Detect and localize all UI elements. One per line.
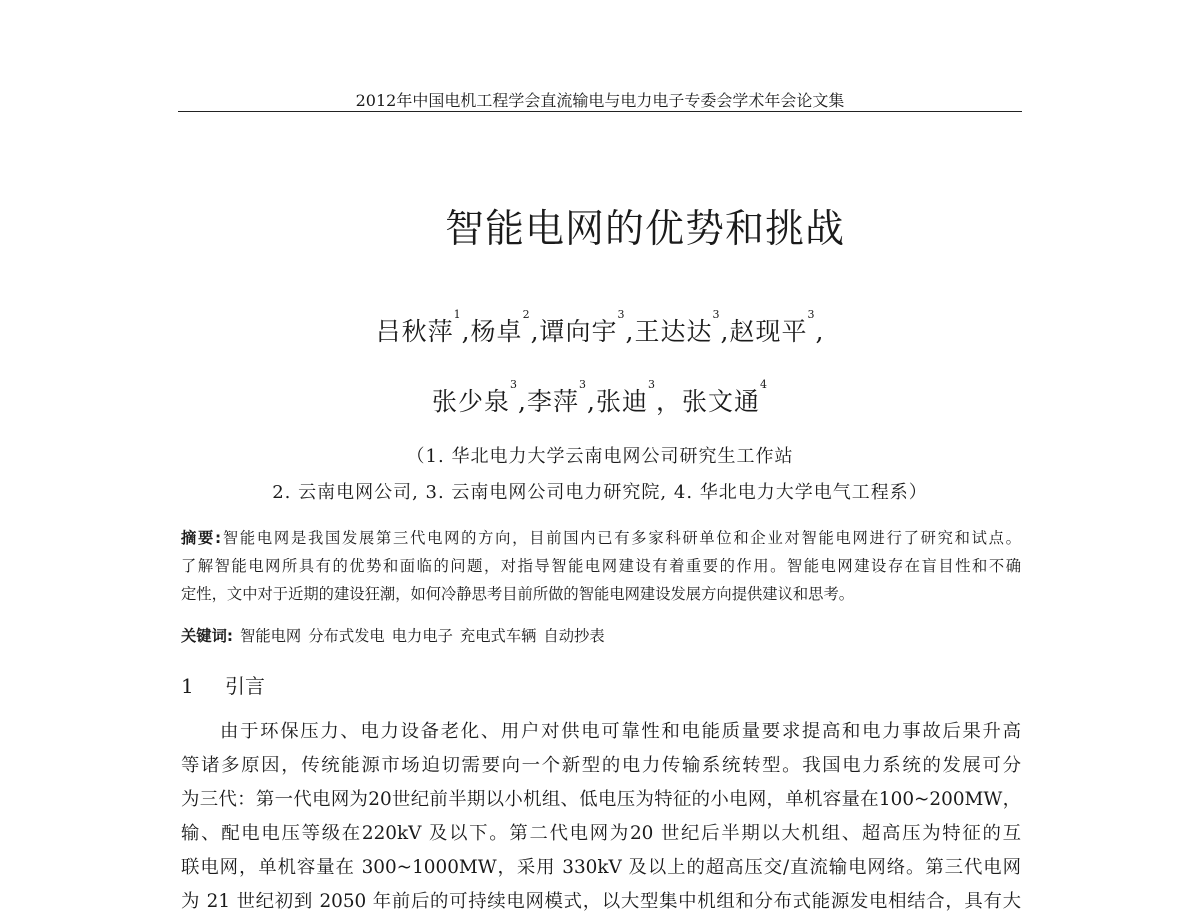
keywords [181,624,605,646]
affiliation-marker: 3 [807,308,816,321]
author-separator: , [530,317,540,346]
affiliation-line: 2. 云南电网公司, 3. 云南电网公司电力研究院, 4. 华北电力大学电气工程系） [272,482,928,503]
author-list-line-2 [0,378,1200,418]
author-name: 谭向宇 [539,317,618,346]
body-line: 为三代：第一代电网为20世纪前半期以小机组、低电压为特征的小电网，单机容量在100~200MW， [181,789,1021,810]
affiliation-marker: 4 [759,378,768,391]
affiliation-marker: 1 [453,308,462,321]
author-separator: , [815,317,825,346]
author-name: 吕秋萍 [375,317,454,346]
abstract-line: 定性，文中对于近期的建设狂潮，如何冷静思考目前所做的智能电网建设发展方向提供建议和思考。 [181,585,855,603]
body-line: 由于环保压力、电力设备老化、用户对供电可靠性和电能质量要求提高和电力事故后果升高 [220,721,1021,742]
affiliation-marker: 2 [522,308,531,321]
keyword: 自动抄表 [543,627,605,645]
section-title: 引言 [225,674,265,698]
author-list-line-1 [0,308,1200,348]
author-separator: , [625,317,635,346]
keywords-label: 关键词: [181,627,234,645]
running-header: 2012年中国电机工程学会直流输电与电力电子专委会学术年会论文集 [355,91,845,110]
section-number: 1 [181,674,194,698]
keyword: 充电式车辆 [459,627,537,645]
abstract-label: 摘要: [181,529,222,547]
abstract-line: 了解智能电网所具有的优势和面临的问题，对指导智能电网建设有着重要的作用。智能电网建设存在盲目性和不确 [181,557,1021,575]
affiliation-marker: 3 [617,308,626,321]
author-name: 张文通 [681,387,760,416]
affiliation-marker: 3 [712,308,721,321]
body-line: 为 21 世纪初到 2050 年前后的可持续电网模式，以大型集中机组和分布式能源发电相结合，具有大 [181,891,1021,912]
body-line: 联电网，单机容量在 300~1000MW，采用 330kV 及以上的超高压交/直流输电网络。第三代电网 [181,857,1021,878]
author-name: 张迪 [595,387,648,416]
affiliation-marker: 3 [647,378,656,391]
body-line: 等诸多原因，传统能源市场迫切需要向一个新型的电力传输系统转型。我国电力系统的发展可分 [181,755,1021,776]
author-separator: , [518,387,527,416]
keyword: 分布式发电 [308,627,385,645]
author-separator: , [586,387,596,416]
author-name: 杨卓 [470,317,523,346]
header-rule [178,111,1022,112]
body-line: 输、配电电压等级在220kV 及以下。第二代电网为20 世纪后半期以大机组、超高压为特征的互 [181,823,1021,844]
author-separator: , [461,317,471,346]
abstract-line: 摘要:智能电网是我国发展第三代电网的方向，目前国内已有多家科研单位和企业对智能电网进行了研究和试点。 [181,529,1021,547]
keyword: 电力电子 [391,627,453,645]
author-separator: , [720,317,730,346]
author-name: 赵现平 [729,317,808,346]
author-separator: ， [655,387,682,416]
author-name: 张少泉 [432,387,511,416]
author-name: 王达达 [634,317,713,346]
affiliation-marker: 3 [578,378,587,391]
keyword-items [233,627,605,645]
paper-title: 智能电网的优势和挑战 [444,207,845,252]
keyword: 智能电网 [240,627,302,645]
author-name: 李萍 [526,387,579,416]
section-heading [181,670,265,699]
affiliation-marker: 3 [510,378,519,391]
affiliation-line: （1. 华北电力大学云南电网公司研究生工作站 [406,446,794,467]
